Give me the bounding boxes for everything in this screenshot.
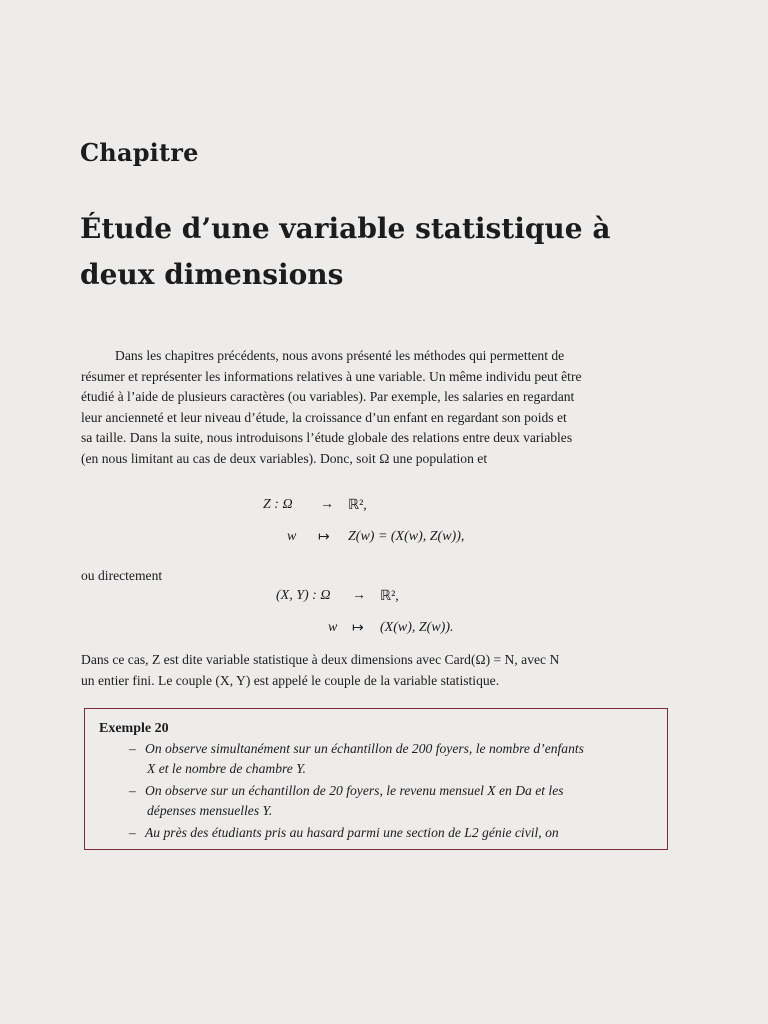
connector-text <box>81 566 673 587</box>
arrow-icon: → <box>320 497 334 512</box>
example-title: Exemple 20 <box>99 721 169 736</box>
equation-lhs: (X, Y) : Ω <box>276 588 331 603</box>
equation-rhs: (X(w), Z(w)). <box>380 620 454 635</box>
dash-bullet: – <box>129 825 136 840</box>
connector-line: ou directement <box>81 568 163 583</box>
dash-bullet: – <box>129 741 136 756</box>
example-item-line: X et le nombre de chambre Y. <box>147 761 306 776</box>
conclusion-line: un entier fini. Le couple (X, Y) est appelé le couple de la variable statistique. <box>81 672 500 688</box>
equation-rhs: Z(w) = (X(w), Z(w)), <box>348 529 465 544</box>
intro-line: Dans les chapitres précédents, nous avons présenté les méthodes qui permettent de <box>115 348 565 363</box>
equation-lhs: w <box>328 620 338 635</box>
example-box <box>84 708 668 850</box>
intro-paragraph <box>81 346 673 469</box>
intro-line: résumer et représenter les informations relatives à une variable. Un même individu peut être <box>81 368 582 384</box>
equation-rhs: ℝ², <box>348 498 367 513</box>
arrow-icon: → <box>352 588 366 603</box>
chapter-title-line-1: Étude d’une variable statistique à <box>80 212 611 245</box>
example-item-line: dépenses mensuelles Y. <box>147 803 273 818</box>
maps-to-icon: ↦ <box>318 530 330 545</box>
chapter-title-line-2: deux dimensions <box>80 258 344 291</box>
intro-line: sa taille. Dans la suite, nous introduisons l’étude globale des relations entre deux variables <box>81 430 573 445</box>
conclusion-line: Dans ce cas, Z est dite variable statistique à deux dimensions avec Card(Ω) = N, avec N <box>81 652 560 667</box>
intro-line: leur ancienneté et leur niveau d’étude, la croissance d’un enfant en regardant son poids et <box>81 409 567 425</box>
equation-rhs: ℝ², <box>380 589 399 604</box>
intro-line: (en nous limitant au cas de deux variables). Donc, soit Ω une population et <box>81 450 488 466</box>
dash-bullet: – <box>129 783 136 798</box>
chapter-title <box>80 206 700 298</box>
chapter-label: Chapitre <box>80 138 199 167</box>
example-item-line: On observe simultanément sur un échantillon de 200 foyers, le nombre d’enfants <box>145 741 584 756</box>
example-item-line: On observe sur un échantillon de 20 foyers, le revenu mensuel X en Da et les <box>145 783 564 798</box>
maps-to-icon: ↦ <box>352 621 364 636</box>
intro-line: étudié à l’aide de plusieurs caractères (ou variables). Par exemple, les salaries en regardant <box>81 389 575 404</box>
conclusion-paragraph <box>81 650 673 691</box>
equation-lhs: w <box>287 529 297 544</box>
example-item-line: Au près des étudiants pris au hasard parmi une section de L2 génie civil, on <box>145 825 559 840</box>
equation-lhs: Z : Ω <box>263 497 293 512</box>
